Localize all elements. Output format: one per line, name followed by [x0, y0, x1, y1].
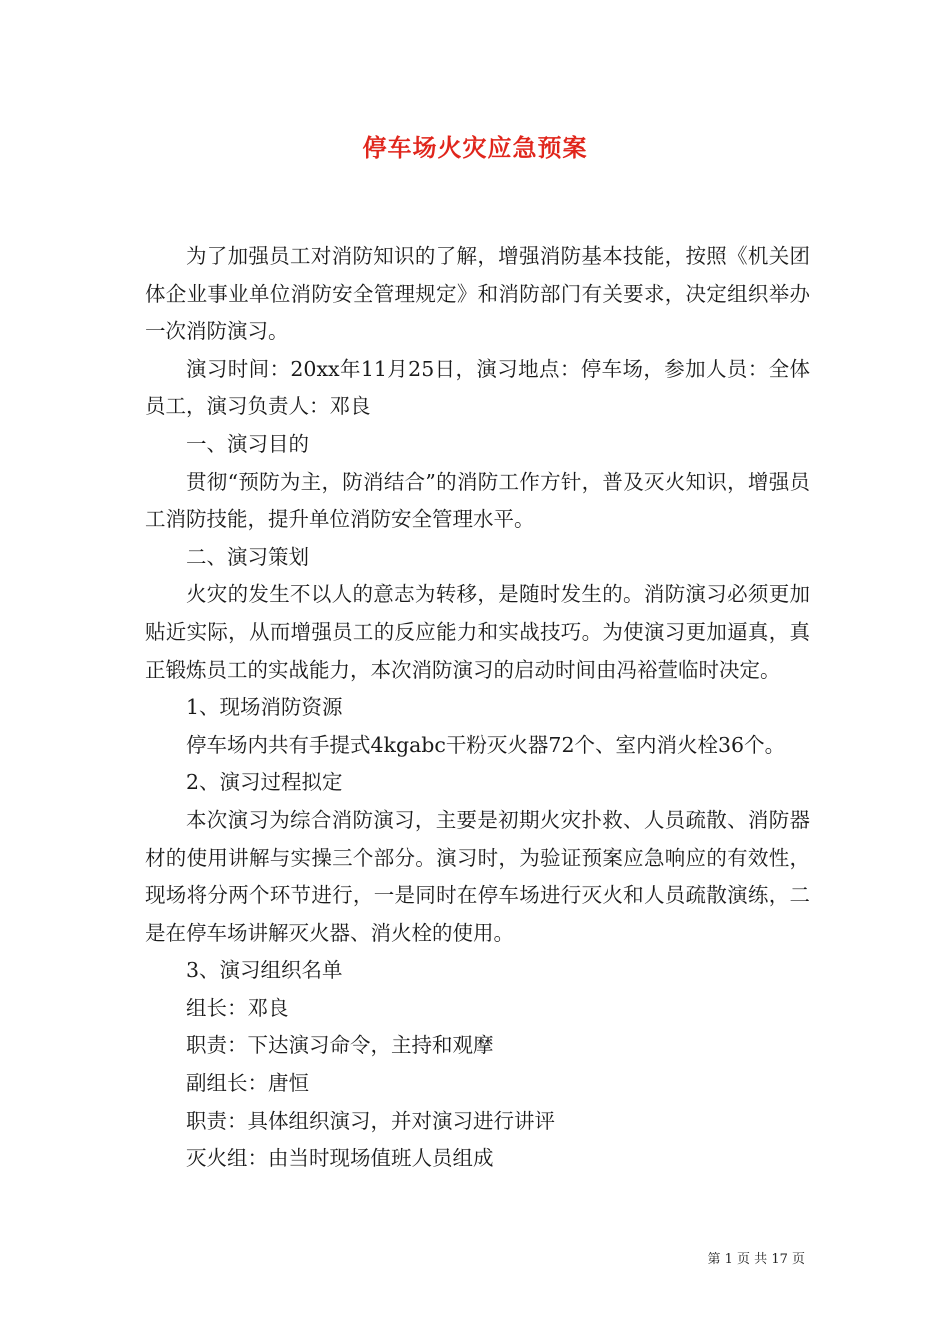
heading-fire-resources: 1、现场消防资源 — [186, 695, 343, 720]
list-item-deputy-leader: 副组长：唐恒 — [186, 1071, 309, 1096]
heading-organization-list: 3、演习组织名单 — [186, 958, 343, 983]
heading-drill-purpose: 一、演习目的 — [186, 431, 309, 456]
paragraph-fire-resources: 停车场内共有手提式4kgabc干粉灭火器72个、室内消火栓36个。 — [186, 732, 786, 757]
page-number: 第 1 页 共 17 页 — [707, 1252, 805, 1267]
heading-drill-planning: 二、演习策划 — [186, 544, 309, 569]
paragraph-intro: 为了加强员工对消防知识的了解，增强消防基本技能，按照《机关团体企业事业单位消防安全管理规定》和消防部门有关要求，决定组织举办一次消防演习。 — [145, 244, 810, 344]
list-item-deputy-duty: 职责：具体组织演习，并对演习进行讲评 — [186, 1108, 555, 1133]
paragraph-purpose: 贯彻“预防为主，防消结合”的消防工作方针，普及灭火知识，增强员工消防技能，提升单位消防安全管理水平。 — [145, 469, 810, 532]
heading-drill-process: 2、演习过程拟定 — [186, 770, 343, 795]
list-item-firefighting-team: 灭火组：由当时现场值班人员组成 — [186, 1146, 494, 1171]
document-body — [145, 238, 810, 1178]
list-item-leader-duty: 职责：下达演习命令，主持和观摩 — [186, 1033, 494, 1058]
paragraph-drill-info: 演习时间：20xx年11月25日，演习地点：停车场，参加人员：全体员工，演习负责人：邓良 — [145, 356, 810, 419]
list-item-leader: 组长：邓良 — [186, 995, 289, 1020]
paragraph-drill-process: 本次演习为综合消防演习，主要是初期火灾扑救、人员疏散、消防器材的使用讲解与实操三个部分。演习时，为验证预案应急响应的有效性，现场将分两个环节进行，一是同时在停车场进行灭火和人员疏散演练，二是在停车场讲解灭火器、消火栓的使用。 — [145, 807, 810, 945]
paragraph-planning: 火灾的发生不以人的意志为转移，是随时发生的。消防演习必须更加贴近实际，从而增强员工的反应能力和实战技巧。为使演习更加逼真，真正锻炼员工的实战能力，本次消防演习的启动时间由冯裕萱临时决定。 — [145, 582, 810, 682]
document-title: 停车场火灾应急预案 — [362, 133, 588, 162]
